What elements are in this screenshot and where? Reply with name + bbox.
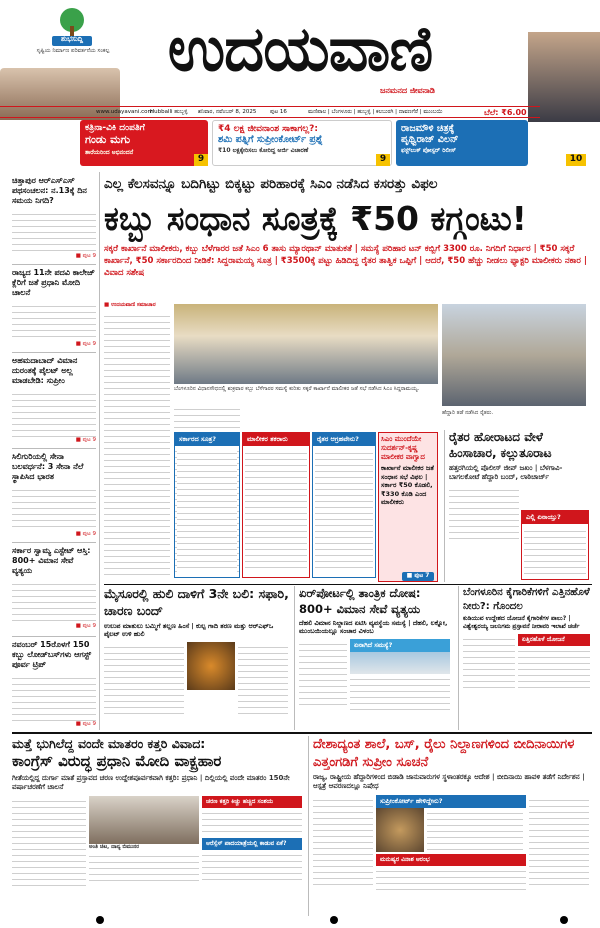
- left-story-6[interactable]: [12, 636, 96, 728]
- left-story-6-headline: ನವಂಬರ್ 15ರೊಳಗೆ 150 ಕಬ್ಬು ಲೋಡ್‌ಬಸ್‌ಗಳು ಆಗಸ್ಟ್ ಪೂರ್ವ ಟ್ರಿಪ್: [12, 640, 92, 669]
- lead-sidebar-title: ಸಿಎಂ ಮುಂದೆಯೇ ಸುದರ್ಶನ್-ಕೃಷ್ಣ ಮಾಲೀಕರ ವಾಗ್ವಾದ: [381, 435, 425, 461]
- lead-box-3: [312, 432, 376, 578]
- left-story-2-headline: ರಾಜ್ಯದ 11ನೇ ಪದವಿ ಕಾಲೇಜ್ ಕ್ಲೆರಿಗೆ ಜತೆ ಪ್ರಧಾನಿ ಮೋದಿ ಚಾಲನೆ: [12, 268, 95, 297]
- edition-label: Hubballi ಹುಬ್ಬಳ್ಳಿ: [150, 109, 188, 115]
- masthead: [0, 0, 600, 122]
- modi-photo-label: ಅಂತಿ ಚಿಟ, ದಾನ್ಯ ಬಿಮುನರ: [89, 843, 140, 850]
- lead-box-2-title: ಮಾಲೀಕರ ತಕರಾರು: [243, 433, 309, 446]
- teaser-3-line2: ಪೃಥ್ವಿರಾಜ್ ವಿಲನ್: [401, 134, 459, 145]
- date-label: ಶನಿವಾರ, ನವೆಂಬರ್ 8, 2025: [198, 109, 257, 115]
- left-story-1[interactable]: [12, 176, 96, 260]
- teaser-3-page: 10: [566, 154, 586, 166]
- lead-photo-caption-2: ಹೆದ್ದಾರಿ ತಡೆ ನಡೆಸಿದ ರೈತರು.: [442, 410, 494, 416]
- price-label: ಬೆಲೆ: ₹6.00: [484, 108, 527, 117]
- lead-sidebar-text: ಕಾರ್ಖಾನೆ ಮಾಲೀಕರ ಜತೆ ಸಂಧಾನ ಸಭೆ ವಿಫಲ | ಸರ್ಕಾರ ₹50 ಕೊಡಲಿ, ₹330 ಕೊಡಿ ಎಂದ ಮಾಲೀಕರು: [381, 464, 434, 506]
- lead-byline: ■ ಉದಯವಾಣಿ ಸಮಾಚಾರ: [104, 302, 156, 308]
- teaser-1-line1: ಕತ್ರಿನಾ-ವಿಕಿ ದಂಪತಿಗೆ: [85, 123, 145, 133]
- right-story-box-title: ಎಲ್ಲಿ ಏನಾಯ್ತು?: [522, 511, 588, 524]
- teaser-2-sub: ₹10 ಲಕ್ಷಕ್ಕೇರಿಸಲು ಕೋರಿದ್ದ ಅರ್ಜಿ ವಿಚಾರಣೆ: [218, 147, 309, 154]
- right-story-deck: ಹತ್ತರಗಿಯಲ್ಲಿ ಪೊಲೀಸ್ ಜೀಪ್ ಜಖಂ | ಬೆಳಗಾವಿ-ಬಾಗಲಕೋಟೆ ಹೆದ್ದಾರಿ ಬಂದ್, ಲಾಠಿಚಾರ್ಜ್: [449, 464, 563, 482]
- editions-list: ಮಣಿಪಾಲ | ಬೆಂಗಳೂರು | ಹುಬ್ಬಳ್ಳಿ | ಕಲಬುರಗಿ | ದಾವಣಗೆರೆ | ಮುಂಬಯಿ: [308, 109, 443, 115]
- registration-mark: [560, 916, 568, 924]
- mid-story-airport-headline: ಏರ್‌ಪೋರ್ಟಲ್ಲಿ ತಾಂತ್ರಿಕ ದೋಷ: 800+ ವಿಮಾನ ಸೇವೆ ವ್ಯತ್ಯಯ: [299, 586, 421, 616]
- left-story-1-page: ■ ಪುಟ 9: [75, 253, 96, 259]
- lead-photo-protest: [442, 304, 586, 406]
- left-story-6-page: ■ ಪುಟ 9: [75, 721, 96, 727]
- right-story[interactable]: [444, 430, 592, 582]
- teaser-1-line2: ಗಂಡು ಮಗು: [85, 133, 131, 146]
- lead-box-1-title: ಸರ್ಕಾರದ ಸೂತ್ರ?: [175, 433, 239, 446]
- lead-kicker: ಎಲ್ಲ ಕೆಲಸವನ್ನೂ ಬದಿಗಿಟ್ಟು ಬಿಕ್ಕಟ್ಟು ಪರಿಹಾರಕ್ಕೆ ಸಿಎಂ ನಡೆಸಿದ ಕಸರತ್ತು ವಿಫಲ: [104, 176, 438, 192]
- bottom-right-box-2: ಮನುಷ್ಯರ ವಿನಾಶ ಆರಂಭ: [376, 854, 526, 866]
- left-story-5[interactable]: [12, 542, 96, 632]
- website-link[interactable]: www.udayavani.com: [96, 109, 153, 115]
- lead-photo-caption-1: ಬೆಂಗಳೂರಿನ ವಿಧಾನಸೌಧದಲ್ಲಿ ಶುಕ್ರವಾರ ಕಬ್ಬು ಬೆಳೆಗಾರರ ಸಮಸ್ಯೆ ಕುರಿತು ಸಕ್ಕರೆ ಕಾರ್ಖಾನೆ ಮಾಲೀಕರ ಜತೆ ಸಭೆ ನಡೆಸಿದ ಸಿಎಂ ಸಿದ್ದರಾಮಯ್ಯ.: [174, 386, 420, 392]
- lead-box-2: [242, 432, 310, 578]
- tiger-photo: [187, 642, 235, 690]
- left-column: [12, 172, 100, 730]
- pages-label: ಪುಟ 16: [270, 109, 287, 115]
- lead-headline[interactable]: ಕಬ್ಬು ಸಂಧಾನ ಸೂತ್ರಕ್ಕೆ ₹50 ಕಗ್ಗಂಟು!: [104, 199, 527, 238]
- mid-story-water-deck: ಕುಡಿಯುವ ಉದ್ದೇಶದ ಯೋಜನೆ ಕೈಗಾರಿಕೆಗಳ ಪಾಲು? | ವಿಶ್ವೇಶ್ವರಯ್ಯ ಜಲನಿಗಮ ಪ್ರಸ್ತಾವನೆ ನೀರಾವರಿ ಇಲಾಖೆ ಚರ್ಚೆ: [463, 615, 580, 630]
- bottom-left-story[interactable]: [12, 736, 302, 916]
- teaser-3[interactable]: [396, 120, 528, 166]
- dog-photo: [376, 808, 424, 852]
- lead-body: [104, 302, 170, 582]
- left-story-4-headline: ಸಿಲಿಗುರಿಯಲ್ಲಿ ಸೇನಾ ಬಲವರ್ಧನೆ: 3 ಸೇನಾ ನೆಲೆ ಸ್ಥಾಪಿಸಿದ ಭಾರತ: [12, 452, 84, 481]
- left-story-1-headline: ಚಿತ್ತಾಪುರ ಆರ್‌ಎಸ್‌ಎಸ್ ಪಥಸಂಚಲನ: ನ.13ಕ್ಕೆ ದಿನ ಸಮಯ ನಿಗದಿ?: [12, 176, 87, 205]
- teaser-2[interactable]: [212, 120, 392, 166]
- teaser-2-line2: ಶಮಿ ಪತ್ನಿಗೆ ಸುಪ್ರೀಂಕೋರ್ಟ್ ಪ್ರಶ್ನೆ: [218, 134, 323, 145]
- bottom-left-deck: ಗೀತೆಯಲ್ಲಿದ್ದ ದುರ್ಗಾ ಮಾತೆ ಪ್ರಸ್ತಾವದ ಚರಣ ಉದ್ದೇಶಪೂರ್ವಕವಾಗಿ ಕತ್ತರಿ: ಪ್ರಧಾನಿ | ದಿಲ್ಲಿಯಲ್ಲಿ ವಂದೇ ಮಾತರಂ 150ನೇ ವರ್ಷಾಚರಣೆಗೆ ಚಾಲನೆ: [12, 773, 290, 791]
- bottom-right-story[interactable]: [308, 736, 592, 916]
- left-story-4[interactable]: [12, 448, 96, 538]
- bottom-right-deck: ರಾಜ್ಯ, ರಾಷ್ಟ್ರೀಯ ಹೆದ್ದಾರಿಗಳಿಂದ ಬಿಡಾಡಿ ಜಾನುವಾರುಗಳ ಸ್ಥಳಾಂತರಕ್ಕೂ ಆದೇಶ | ಬೀದಿನಾಯಿ ಹಾವಳಿ ತಡೆಗೆ ನಿರ್ದೇಶನ | ಆಸ್ಪತ್ರೆ ಆವರಣದಲ್ಲೂ ನಿಷೇಧ: [313, 773, 585, 791]
- lead-sidebar: [378, 432, 438, 582]
- mid-story-water[interactable]: [458, 586, 592, 730]
- teaser-1-sub: ತಾರೆಯರಿಂದ ಅಭಿನಂದನೆ: [85, 149, 134, 156]
- water-box-title: ಏತ್ತಿನಹೊಳೆ ಯೋಜನೆ: [518, 634, 590, 646]
- logo-label: ಶುಭಸುದ್ದಿ: [61, 35, 83, 43]
- lead-continued[interactable]: ■ ಪುಟ 7: [402, 572, 434, 581]
- lead-box-1: [174, 432, 240, 578]
- right-story-box: [521, 510, 589, 580]
- registration-mark: [330, 916, 338, 924]
- mid-story-tiger-headline: ಮೈಸೂರಲ್ಲಿ ಹುಲಿ ದಾಳಿಗೆ 3ನೇ ಬಲಿ: ಸಫಾರಿ, ಚಾರಣ ಬಂದ್: [104, 586, 289, 618]
- mid-story-airport[interactable]: [294, 586, 454, 730]
- left-story-4-page: ■ ಪುಟ 9: [75, 531, 96, 537]
- left-story-3[interactable]: [12, 352, 96, 444]
- left-story-2[interactable]: [12, 264, 96, 348]
- bottom-right-box-title: ಸುಪ್ರೀಂಕೋರ್ಟ್ ಹೇಳಿದ್ದೇನು?: [376, 795, 526, 808]
- mid-story-water-headline: ಬೆಂಗಳೂರಿನ ಕೈಗಾರಿಕೆಗಳಿಗೆ ಎತ್ತಿನಹೊಳೆ ನೀರು?: ಗೊಂದಲ: [463, 587, 590, 612]
- newspaper-title: ಉದಯವಾಣಿ: [167, 18, 433, 85]
- logo-tagline: ಸೃಷ್ಟಿಯ ನಿರ್ಮಾಣ ಪರಿವರ್ತನೆಯ ಸಂಕಲ್ಪ: [36, 48, 110, 54]
- teaser-1-page: 9: [194, 154, 208, 166]
- mid-story-airport-deck: ದೆಹಲಿ ವಿಮಾನ ನಿಲ್ದಾಣದ ಏಟಿಸಿ ವ್ಯವಸ್ಥೆಯ ಸಮಸ್ಯೆ | ದೆಹಲಿ, ಲಕ್ನೋ, ಮುಂಬಯಿಯಲ್ಲೂ ಸಂಚಾರ ವಿಳಂಬ: [299, 619, 448, 636]
- left-story-2-page: ■ ಪುಟ 9: [75, 341, 96, 347]
- lead-box-3-title: ರೈತರ ಆಗ್ರಹವೇನು?: [313, 433, 375, 446]
- left-story-5-page: ■ ಪುಟ 9: [75, 623, 96, 629]
- registration-mark: [96, 916, 104, 924]
- left-story-3-headline: ಅಹಮದಾಬಾದ್ ವಿಮಾನ ದುರಂತಕ್ಕೆ ಪೈಲಟ್ ಅಲ್ಲ ಮಾಡಬೇಡಿ: ಸುಪ್ರೀಂ: [12, 356, 78, 385]
- left-story-3-page: ■ ಪುಟ 9: [75, 437, 96, 443]
- lead-photo-meeting: [174, 304, 438, 384]
- teaser-2-page: 9: [376, 154, 390, 166]
- info-bar: [0, 106, 540, 118]
- mid-story-tiger-deck: ಉಲುಪ ಮಾತುಲು ಬಮ್ಮಿಗೆ ತಲ್ಲಣ ಹಿಂಸೆ | ಕುಲ್ಪ ಗಾದಿ ತರಣ ಮತ್ತು ಆರ್‌ಎಫ್‌ಒ ಪೈಲಟ್ ಉಳಿ ಹುಲಿ: [104, 621, 274, 639]
- teaser-2-line1: ₹4 ಲಕ್ಷ ಜೀವನಾಂಶ ಸಾಕಾಗಲ್ಲ?:: [218, 124, 318, 134]
- bottom-left-kicker: ಮತ್ತೆ ಭುಗಿಲೆದ್ದ ವಂದೇ ಮಾತರಂ ಕತ್ತರಿ ವಿವಾದ:: [12, 736, 206, 751]
- modi-photo: [89, 796, 199, 844]
- teaser-3-sub: ಫಸ್ಟ್‌ಲುಕ್ ಪೋಸ್ಟರ್ ರಿಲೀಸ್: [401, 147, 457, 154]
- airport-box-title: ಏನಾಗಿದೆ ಸಮಸ್ಯೆ?: [350, 639, 450, 652]
- bottom-left-box-2: ಆರೆಸ್ಸೆಸ್ ಪಾದಯಾತ್ರೆಯಲ್ಲಿ ಕಾಡುವ ಏಕೆ?: [202, 838, 302, 850]
- teaser-3-line1: ರಾಜಮೌಳಿ ಚಿತ್ರಕ್ಕೆ: [401, 123, 455, 134]
- lead-deck: ಸಕ್ಕರೆ ಕಾರ್ಖಾನೆ ಮಾಲೀಕರು, ಕಬ್ಬು ಬೆಳೆಗಾರರ ಜತೆ ಸಿಎಂ 6 ತಾಸು ಮ್ಯಾರಥಾನ್ ಮಾತುಕತೆ | ಸಮಸ್ಯೆ ಪರಿಹಾರ ಟನ್ ಕಬ್ಬಿಗೆ 3300 ರೂ. ನಿಗದಿಗೆ ನಿರ್ಧಾರ | ₹50 ಸಕ್ಕರೆ ಕಾರ್ಖಾನೆ, ₹50 ಸರ್ಕಾರದಿಂದ ನೀಡಿಕೆ: ಸಿದ್ದರಾಮಯ್ಯ ಸೂತ್ರ | ₹3500ಕ್ಕೆ ಪಟ್ಟು ಹಿಡಿದಿದ್ದ ರೈತರ ತಾತ್ವಿಕ ಒಪ್ಪಿಗೆ | ಆದರೆ, ₹50 ಹೆಚ್ಚು ನೀಡಲು ಫ್ಯಾಕ್ಟರಿ ಮಾಲೀಕರು ನಕಾರ | ವಿವಾದ ಸಶೇಷ: [104, 244, 587, 278]
- right-story-headline: ರೈತರ ಹೋರಾಟದ ವೇಳೆ ಹಿಂಸಾಚಾರ, ಕಲ್ಲುತೂರಾಟ: [449, 430, 552, 460]
- bottom-right-headline: ದೇಶಾದ್ಯಂತ ಶಾಲೆ, ಬಸ್, ರೈಲು ನಿಲ್ದಾಣಗಳಿಂದ ಬೀದಿನಾಯಿಗಳ ಎತ್ತಂಗಡಿಗೆ ಸುಪ್ರೀಂ ಸೂಚನೆ: [313, 737, 575, 770]
- bottom-left-box-1: ಚರಣ ಕತ್ತರಿ ಕಿಚ್ಚು ಹಚ್ಚಿದ ಸಂಶಯ: [202, 796, 302, 808]
- airport-photo: [350, 652, 450, 674]
- teaser-1[interactable]: [80, 120, 208, 166]
- left-story-5-headline: ಸರ್ಕಾರ ಸ್ವಾಮ್ಯ ಎಸ್ಟೇಟ್ ಆಸ್ತಿ: 800+ ವಿಮಾನ ಸೇವೆ ವ್ಯತ್ಯಯ: [12, 546, 91, 575]
- bottom-left-headline: ಕಾಂಗ್ರೆಸ್ ವಿರುದ್ಧ ಪ್ರಧಾನಿ ಮೋದಿ ವಾಕ್ಪ್ರಹಾರ: [12, 752, 222, 771]
- newspaper-subtitle: ಜನಮನದ ಜೀವನಾಡಿ: [380, 86, 435, 95]
- mid-story-tiger[interactable]: [104, 586, 290, 730]
